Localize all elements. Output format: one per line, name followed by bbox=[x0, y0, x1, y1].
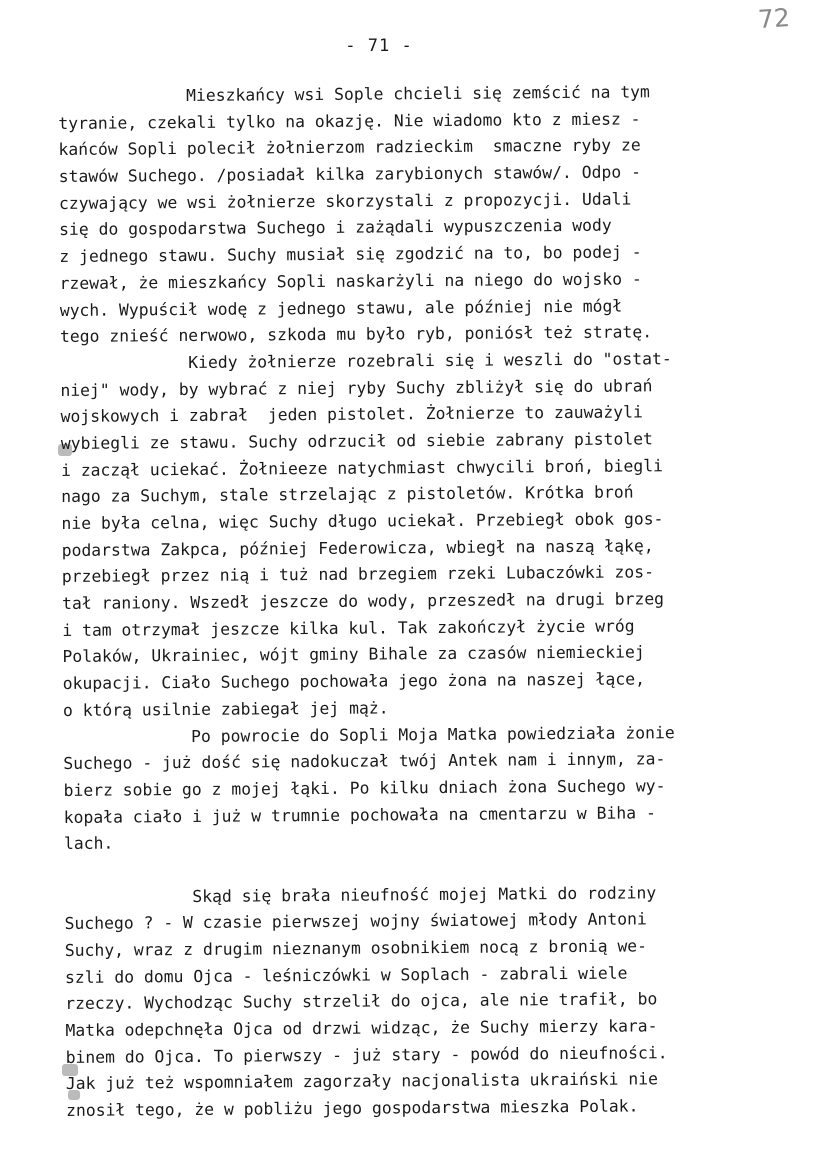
text-line: o którą usilnie zabiegał jej mąż. bbox=[62, 698, 389, 720]
text-line: wych. Wypuścił wodę z jednego stawu, ale później nie mógł bbox=[59, 296, 623, 320]
text-line: rzeczy. Wychodząc Suchy strzelił do ojca, ale nie trafił, bo bbox=[65, 989, 658, 1014]
text-line: Mieszkańcy wsi Sople chcieli się zemścić na tym bbox=[186, 82, 650, 105]
text-line: przebiegł przez nią i tuż nad brzegiem rzeki Lubaczówki zos- bbox=[61, 562, 655, 587]
typed-text-body bbox=[58, 78, 806, 1125]
text-line: binem do Ojca. To pierwszy - już stary - powód do nieufności. bbox=[65, 1042, 668, 1067]
text-line: tego znieść nerwowo, szkoda mu było ryb, poniósł też stratę. bbox=[59, 322, 653, 347]
text-line: Suchy, wraz z drugim nieznanym osobnikiem nocą z bronią we- bbox=[64, 936, 648, 960]
text-line: znosił tego, że w pobliżu jego gospodarstwa mieszka Polak. bbox=[65, 1096, 639, 1121]
text-line: kańców Sopli polecił żołnierzom radzieckim smaczne ryby ze bbox=[58, 135, 641, 160]
text-line: rzewał, że mieszkańcy Sopli naskarżyli na niego do wojsko - bbox=[59, 269, 642, 293]
text-line: podarstwa Zakpca, później Federowicza, wbiegł na naszą łąkę, bbox=[61, 536, 654, 560]
text-line: wybiegli ze stawu. Suchy odrzucił od siebie zabrany pistolet bbox=[60, 429, 653, 453]
text-line: wojskowych i zabrał jeden pistolet. Żołnierze to zauważyli bbox=[60, 402, 643, 427]
text-line: Po powrocie do Sopli Moja Matka powiedziała żonie bbox=[191, 722, 675, 746]
text-line: czywający we wsi żołnierze skorzystali z propozycji. Udali bbox=[58, 189, 632, 213]
archive-number: 72 bbox=[757, 2, 791, 35]
text-line: się do gospodarstwa Suchego i zażądali wypuszczenia wody bbox=[59, 216, 612, 240]
text-line: kopała ciało i już w trumnie pochowała na cmentarzu w Biha - bbox=[63, 802, 656, 827]
text-line: nago za Suchym, stale strzelając z pistoletów. Krótka broń bbox=[61, 482, 634, 507]
text-line: niej" wody, by wybrać z niej ryby Suchy zbliżył się do ubrań bbox=[60, 375, 653, 400]
text-line: Polaków, Ukrainiec, wójt gminy Bihale za czasów niemieckiej bbox=[62, 642, 645, 667]
text-line: Matka odepchnęła Ojca od drzwi widząc, że Suchy mierzy kara- bbox=[65, 1016, 658, 1041]
text-line: lach. bbox=[63, 833, 114, 854]
text-line: Kiedy żołnierze rozebrali się i weszli do "ostat- bbox=[188, 349, 672, 372]
text-line: stawów Suchego. /posiadał kilka zarybionych stawów/. Odpo - bbox=[58, 162, 642, 187]
text-line: tał raniony. Wszedł jeszcze do wody, przeszedł na drugi brzeg bbox=[62, 589, 665, 614]
text-line: Suchego - już dość się nadokuczał twój Antek nam i innym, za- bbox=[63, 749, 666, 774]
text-line: i zaczął uciekać. Żołnieeze natychmiast chwycili broń, biegli bbox=[60, 455, 664, 480]
text-line: szli do domu Ojca - leśniczówki w Soplach - zabrali wiele bbox=[64, 963, 628, 987]
page-number: - 71 - bbox=[345, 36, 413, 56]
text-line: tyranie, czekali tylko na okazję. Nie wiadomo kto z miesz - bbox=[58, 109, 641, 133]
text-line: z jednego stawu. Suchy musiał się zgodzić na to, bo podej - bbox=[59, 242, 642, 267]
text-line: Skąd się brała nieufność mojej Matki do rodziny bbox=[192, 882, 657, 906]
text-line: nie była celna, więc Suchy długo uciekał. Przebiegł obok gos- bbox=[61, 509, 664, 533]
text-line: Suchego ? - W czasie pierwszej wojny światowej młody Antoni bbox=[64, 909, 647, 934]
text-line: bierz sobie go z mojej łąki. Po kilku dniach żona Suchego wy- bbox=[63, 776, 666, 800]
text-line: i tam otrzymał jeszcze kilka kul. Tak zakończył życie wróg bbox=[62, 616, 635, 640]
text-line: okupacji. Ciało Suchego pochowała jego żona na naszej łące, bbox=[62, 669, 645, 694]
text-line: Jak już też wspomniałem zagorzały nacjonalista ukraiński nie bbox=[65, 1069, 659, 1094]
